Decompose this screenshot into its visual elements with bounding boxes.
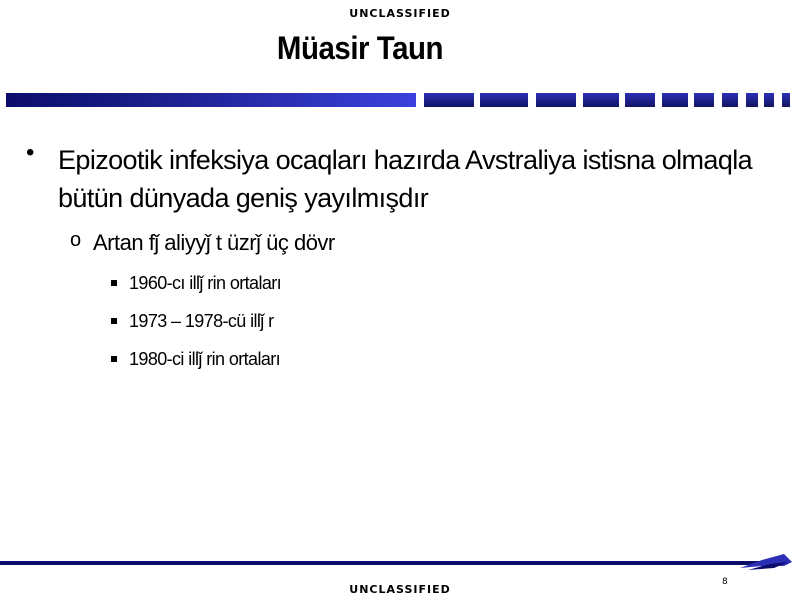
bullet-level-3: 1980-ci illǰ rin ortaları [129, 349, 281, 369]
bullet-level-2: Artan fǰ aliyyǰ t üzrǰ üç dövr [93, 230, 335, 255]
classification-banner-bottom: UNCLASSIFIED [349, 583, 451, 596]
title-decorative-bar [6, 93, 796, 107]
bullet-dot-icon: • [26, 139, 35, 166]
footer-rule [0, 561, 760, 565]
slide-title: Müasir Taun [276, 30, 444, 66]
bullet-circle-icon: o [70, 229, 82, 251]
bullet-level-1: Epizootik infeksiya ocaqları hazırda Avstraliya istisna olmaqla bütün dünyada geniş yayılmışdır [58, 145, 753, 213]
bullet-square-icon [111, 280, 117, 286]
classification-banner-top: UNCLASSIFIED [349, 7, 451, 20]
page-number: 8 [722, 577, 728, 587]
bullet-square-icon [111, 356, 117, 362]
bullet-level-3: 1973 – 1978-cü illǰ r [129, 311, 274, 331]
bullet-level-3: 1960-cı illǰ rin ortaları [129, 273, 282, 293]
arrow-icon [740, 552, 792, 572]
bullet-square-icon [111, 318, 117, 324]
